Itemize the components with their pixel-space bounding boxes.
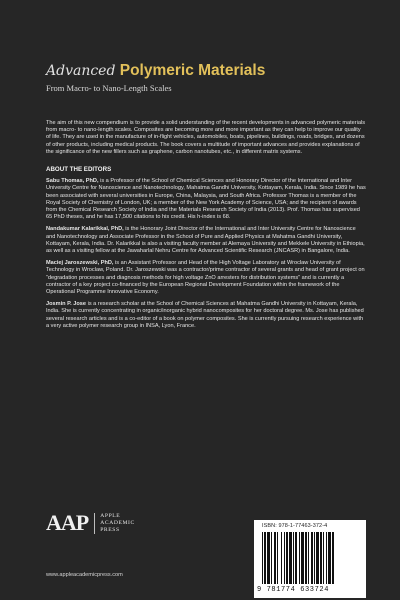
- barcode-bar: [267, 532, 270, 584]
- aap-logo: AAP: [46, 510, 89, 535]
- barcode-bar: [299, 532, 300, 584]
- publisher-line: ACADEMIC: [100, 519, 135, 526]
- publisher-name: [94, 513, 135, 534]
- title-main: Polymeric Materials: [119, 62, 266, 79]
- barcode-bar: [271, 532, 272, 584]
- barcode-bar: [284, 532, 285, 584]
- barcode-bar: [308, 532, 309, 584]
- barcode-bar: [323, 532, 324, 584]
- barcode-bar: [332, 532, 334, 584]
- barcode-bar: [316, 532, 319, 584]
- editor-bio: [46, 226, 366, 255]
- editor-text: is a Professor of the School of Chemical Sciences and Honorary Director of the International and Inter University Centre for Nanoscience and Nanotechnology, Mahatma Gandhi University, Kottayam, Kerala, India. Since 1989 he has been associated with several universities in Europe, China, Malaysia, and South Africa. Professor Thomas is a member of the Royal Society of Chemistry of London, UK; a member of the New York Academy of Science, USA; and the recipient of awards from the Chemical Research Society of India and the Materials Research Society of India (2013). Prof. Thomas has supervised 65 PhD theses, and he has 17,500 citations to his credit. His h-index is 68.: [46, 178, 366, 221]
- barcode-bar: [274, 532, 276, 584]
- barcode-bar: [286, 532, 288, 584]
- barcode-number: 9 781774 633724: [257, 586, 330, 594]
- publisher-line: PRESS: [100, 526, 120, 533]
- editor-name: Josmin P. Jose: [46, 301, 87, 308]
- barcode-bar: [277, 532, 278, 584]
- isbn-barcode: [254, 520, 366, 598]
- barcode-bar: [301, 532, 304, 584]
- barcode-bar: [281, 532, 282, 584]
- title-prefix: Advanced: [46, 63, 116, 79]
- barcode-bar: [305, 532, 307, 584]
- barcode-bar: [326, 532, 327, 584]
- barcode-bar: [328, 532, 331, 584]
- barcode-graphic: [262, 532, 358, 584]
- editor-text: is the Honorary Joint Director of the International and Inter University Centre for Nanoscience and Nanotechnology and Associate Professor in the School of Pure and Applied Physics at Mahatma Gandhi University, Kottayam, Kerala, India. Dr. Kalarikkal is also a visiting faculty member at Alemaya University and Mekkele University in Ethiopia, as well as a visiting fellow at the Jawaharlal Nehru Centre for Advanced Scientific Research (JNCASR) in Bangalore, India.: [46, 226, 365, 255]
- barcode-bar: [314, 532, 315, 584]
- barcode-bar: [320, 532, 322, 584]
- publisher-logo: [46, 510, 135, 536]
- editor-bio: [46, 301, 366, 330]
- barcode-bar: [289, 532, 292, 584]
- about-heading: ABOUT THE EDITORS: [46, 166, 112, 174]
- editor-text: is an Assistant Professor and Head of the High Voltage Laboratory at Wroclaw University of Technology in Wroclaw, Poland. Dr. Jaroszewski was a contractor/prime contractor of several grants and head of grant project on “degradation processes and diagnosis methods for high voltage ZnO arresters for distribution systems” and is currently a contractor of a key project co-financed by the European Regional Development Foundation within the framework of the Operational Programme Innovative Economy.: [46, 260, 365, 296]
- barcode-bar: [264, 532, 266, 584]
- editor-text: is a research scholar at the School of Chemical Sciences at Mahatma Gandhi University in Kottayam, Kerala, India. She is currently concentrating in organic/inorganic hybrid nanocomposites for her doctoral degree. Ms. Jose has published several research articles and is a co-editor of a book on polymer composites. She is currently pursuing research experience with a very active polymer research group in INSA, Lyon, France.: [46, 301, 364, 329]
- editor-bio: [46, 260, 366, 296]
- barcode-bar: [295, 532, 297, 584]
- content: [46, 120, 366, 335]
- editor-bio: [46, 178, 366, 221]
- publisher-line: APPLE: [100, 512, 121, 519]
- publisher-website: www.appleacademicpress.com: [46, 572, 123, 578]
- editor-name: Sabu Thomas, PhD,: [46, 178, 99, 185]
- barcode-bar: [262, 532, 263, 584]
- barcode-bar: [311, 532, 313, 584]
- book-subtitle: From Macro- to Nano-Length Scales: [46, 83, 172, 93]
- description: The aim of this new compendium is to provide a solid understanding of the recent developments in advanced polymeric materials from macro- to nano-length scales. Composites are becoming more and more important as they can help to improve our quality of life. They are used in the manufacture of in-flight vehicles, automobiles, boats, pipelines, buildings, roads, bridges, and dozens of other products, including medical products. The book covers a multitude of important advances and provides explanations of the significance of the new fillers such as graphene, carbon nanotubes, etc., in different matrix systems.: [46, 120, 366, 155]
- editor-name: Nandakumar Kalarikkal, PhD,: [46, 226, 124, 233]
- book-title: [46, 62, 380, 80]
- title-block: [46, 62, 380, 93]
- editor-name: Maciej Jaroszewski, PhD,: [46, 260, 114, 267]
- barcode-bar: [293, 532, 294, 584]
- isbn-label: ISBN: 978-1-77463-372-4: [262, 523, 328, 529]
